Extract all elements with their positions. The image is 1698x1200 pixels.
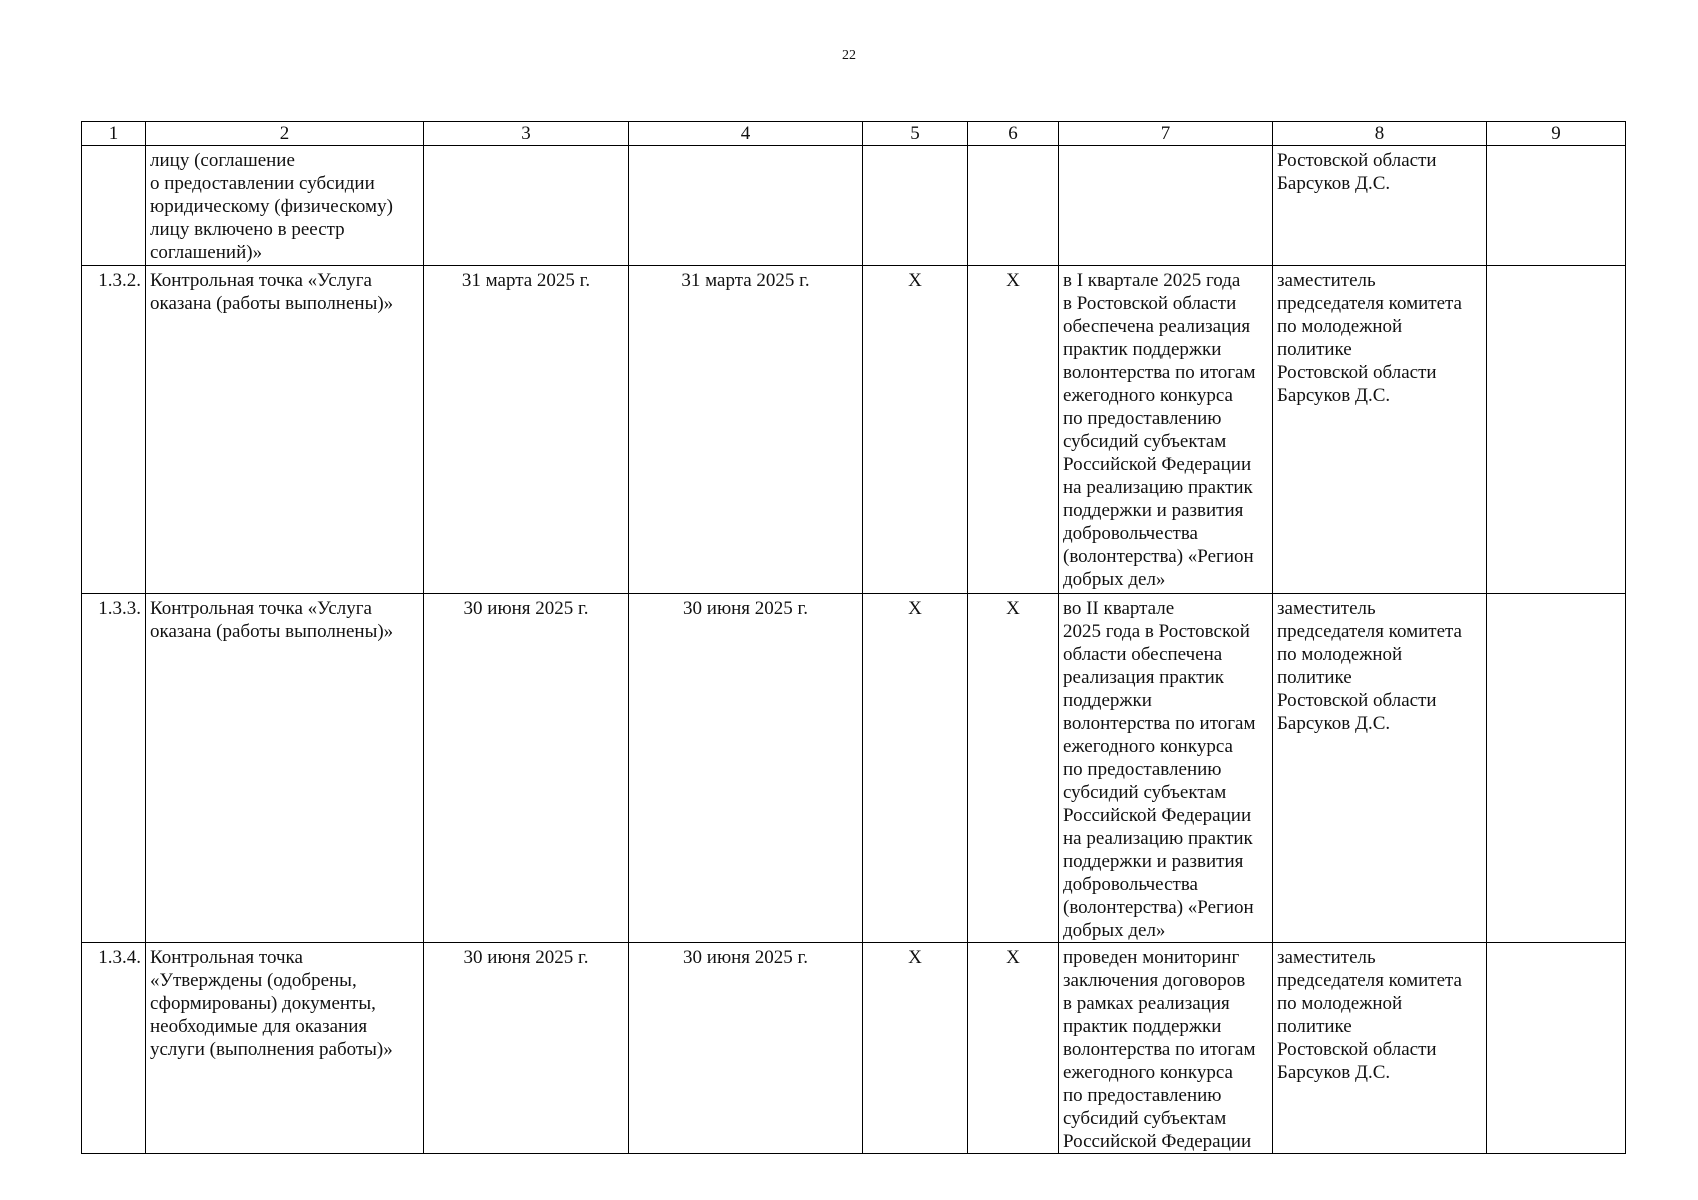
planned-date [424, 146, 629, 266]
result-description-line: Российской Федерации [1063, 454, 1252, 475]
result-description-line: ежегодного конкурса [1063, 1062, 1233, 1083]
row-number-text: 1.3.4. [98, 947, 141, 968]
result-description-line: по предоставлению [1063, 408, 1222, 429]
column-header: 2 [146, 122, 424, 146]
responsible-person-line: Ростовской области [1277, 362, 1437, 383]
result-description-line: практик поддержки [1063, 339, 1222, 360]
column-5-value [863, 266, 968, 594]
responsible-person-line: политике [1277, 1016, 1352, 1037]
result-description-line: (волонтерства) «Регион [1063, 897, 1254, 918]
result-description-line: Российской Федерации [1063, 805, 1252, 826]
result-description-line: проведен мониторинг [1063, 947, 1240, 968]
result-description-line: обеспечена реализация [1063, 316, 1251, 337]
control-point-name-line: оказана (работы выполнены)» [150, 293, 394, 314]
column-header: 4 [629, 122, 863, 146]
control-point-name-line: Контрольная точка «Услуга [150, 598, 372, 619]
responsible-person-line: политике [1277, 339, 1352, 360]
column-6-value [968, 266, 1059, 594]
responsible-person-line: председателя комитета [1277, 970, 1462, 991]
table-row [82, 943, 1626, 1154]
responsible-person-line: по молодежной [1277, 644, 1403, 665]
responsible-person [1273, 146, 1487, 266]
column-header: 9 [1487, 122, 1626, 146]
control-point-name-line: услуги (выполнения работы)» [150, 1039, 393, 1060]
planned-date [424, 594, 629, 943]
result-description-line: заключения договоров [1063, 970, 1246, 991]
control-point-name [146, 146, 424, 266]
column-6-value [968, 943, 1059, 1154]
responsible-person-line: по молодежной [1277, 993, 1403, 1014]
column-header: 5 [863, 122, 968, 146]
result-description-line: поддержки и развития [1063, 851, 1244, 872]
responsible-person-line: Барсуков Д.С. [1277, 713, 1391, 734]
responsible-person-line: Барсуков Д.С. [1277, 173, 1391, 194]
responsible-person-line: Ростовской области [1277, 150, 1437, 171]
column-6-value [968, 594, 1059, 943]
result-description-line: Российской Федерации [1063, 1131, 1252, 1152]
column-6-value-text: X [1006, 598, 1020, 619]
column-header: 3 [424, 122, 629, 146]
page-number: 22 [842, 48, 856, 63]
responsible-person [1273, 594, 1487, 943]
result-description-line: реализация практик [1063, 667, 1224, 688]
result-description-line: на реализацию практик [1063, 477, 1253, 498]
result-description-line: субсидий субъектам [1063, 1108, 1227, 1129]
table-row [82, 146, 1626, 266]
column-6-value-text: X [1006, 947, 1020, 968]
result-description [1059, 266, 1273, 594]
control-points-table [81, 121, 1626, 1154]
result-description-line: волонтерства по итогам [1063, 713, 1256, 734]
planned-date-text: 30 июня 2025 г. [463, 598, 589, 619]
responsible-person-line: Барсуков Д.С. [1277, 385, 1391, 406]
result-description [1059, 943, 1273, 1154]
control-point-name [146, 594, 424, 943]
control-point-name-line: оказана (работы выполнены)» [150, 621, 394, 642]
row-number-text: 1.3.3. [98, 598, 141, 619]
row-number [82, 594, 146, 943]
result-description-line: субсидий субъектам [1063, 431, 1227, 452]
result-description-line: в I квартале 2025 года [1063, 270, 1241, 291]
control-point-name [146, 266, 424, 594]
column-9-value [1487, 943, 1626, 1154]
actual-date [629, 594, 863, 943]
result-description-line: поддержки [1063, 690, 1152, 711]
column-5-value [863, 943, 968, 1154]
actual-date-text: 30 июня 2025 г. [683, 947, 808, 968]
row-number [82, 943, 146, 1154]
column-header: 6 [968, 122, 1059, 146]
actual-date-text: 30 июня 2025 г. [683, 598, 808, 619]
result-description-line: ежегодного конкурса [1063, 385, 1233, 406]
control-point-name-line: Контрольная точка «Услуга [150, 270, 372, 291]
row-number [82, 266, 146, 594]
column-5-value [863, 594, 968, 943]
row-number-text: 1.3.2. [98, 270, 141, 291]
result-description-line: поддержки и развития [1063, 500, 1244, 521]
planned-date [424, 943, 629, 1154]
actual-date-text: 31 марта 2025 г. [681, 270, 810, 291]
result-description-line: в Ростовской области [1063, 293, 1237, 314]
control-point-name-line: соглашений)» [150, 242, 263, 263]
column-5-value [863, 146, 968, 266]
column-5-value-text: X [908, 947, 922, 968]
control-point-name-line: сформированы) документы, [150, 993, 376, 1014]
planned-date-text: 30 июня 2025 г. [463, 947, 589, 968]
planned-date-text: 31 марта 2025 г. [461, 270, 591, 291]
column-9-value [1487, 146, 1626, 266]
column-5-value-text: X [908, 270, 922, 291]
result-description [1059, 146, 1273, 266]
responsible-person-line: по молодежной [1277, 316, 1403, 337]
responsible-person-line: заместитель [1277, 598, 1376, 619]
responsible-person-line: политике [1277, 667, 1352, 688]
result-description-line: субсидий субъектам [1063, 782, 1227, 803]
result-description-line: во II квартале [1063, 598, 1175, 619]
actual-date [629, 266, 863, 594]
control-point-name-line: юридическому (физическому) [150, 196, 393, 217]
control-point-name [146, 943, 424, 1154]
actual-date [629, 943, 863, 1154]
responsible-person-line: заместитель [1277, 947, 1376, 968]
control-point-name-line: Контрольная точка [150, 947, 303, 968]
responsible-person-line: Барсуков Д.С. [1277, 1062, 1391, 1083]
header-row [82, 122, 1626, 146]
responsible-person-line: Ростовской области [1277, 1039, 1437, 1060]
column-header: 7 [1059, 122, 1273, 146]
result-description-line: по предоставлению [1063, 1085, 1222, 1106]
table-row [82, 594, 1626, 943]
result-description-line: в рамках реализация [1063, 993, 1230, 1014]
row-number [82, 146, 146, 266]
result-description-line: ежегодного конкурса [1063, 736, 1233, 757]
column-6-value [968, 146, 1059, 266]
result-description-line: добрых дел» [1063, 920, 1166, 941]
result-description-line: волонтерства по итогам [1063, 1039, 1256, 1060]
responsible-person-line: председателя комитета [1277, 621, 1462, 642]
result-description [1059, 594, 1273, 943]
control-point-name-line: о предоставлении субсидии [150, 173, 375, 194]
control-point-name-line: лицу (соглашение [150, 150, 295, 171]
column-header: 1 [82, 122, 146, 146]
responsible-person [1273, 266, 1487, 594]
column-9-value [1487, 594, 1626, 943]
column-header: 8 [1273, 122, 1487, 146]
control-point-name-line: лицу включено в реестр [150, 219, 345, 240]
planned-date [424, 266, 629, 594]
table-row [82, 266, 1626, 594]
control-point-name-line: необходимые для оказания [150, 1016, 368, 1037]
responsible-person [1273, 943, 1487, 1154]
control-point-name-line: «Утверждены (одобрены, [150, 970, 357, 991]
result-description-line: 2025 года в Ростовской [1063, 621, 1250, 642]
result-description-line: волонтерства по итогам [1063, 362, 1256, 383]
responsible-person-line: заместитель [1277, 270, 1376, 291]
result-description-line: добрых дел» [1063, 569, 1166, 590]
result-description-line: добровольчества [1063, 874, 1198, 895]
result-description-line: области обеспечена [1063, 644, 1223, 665]
result-description-line: на реализацию практик [1063, 828, 1253, 849]
responsible-person-line: Ростовской области [1277, 690, 1437, 711]
column-5-value-text: X [908, 598, 922, 619]
column-9-value [1487, 266, 1626, 594]
responsible-person-line: председателя комитета [1277, 293, 1462, 314]
result-description-line: по предоставлению [1063, 759, 1222, 780]
result-description-line: (волонтерства) «Регион [1063, 546, 1254, 567]
result-description-line: практик поддержки [1063, 1016, 1222, 1037]
column-6-value-text: X [1006, 270, 1020, 291]
result-description-line: добровольчества [1063, 523, 1198, 544]
actual-date [629, 146, 863, 266]
